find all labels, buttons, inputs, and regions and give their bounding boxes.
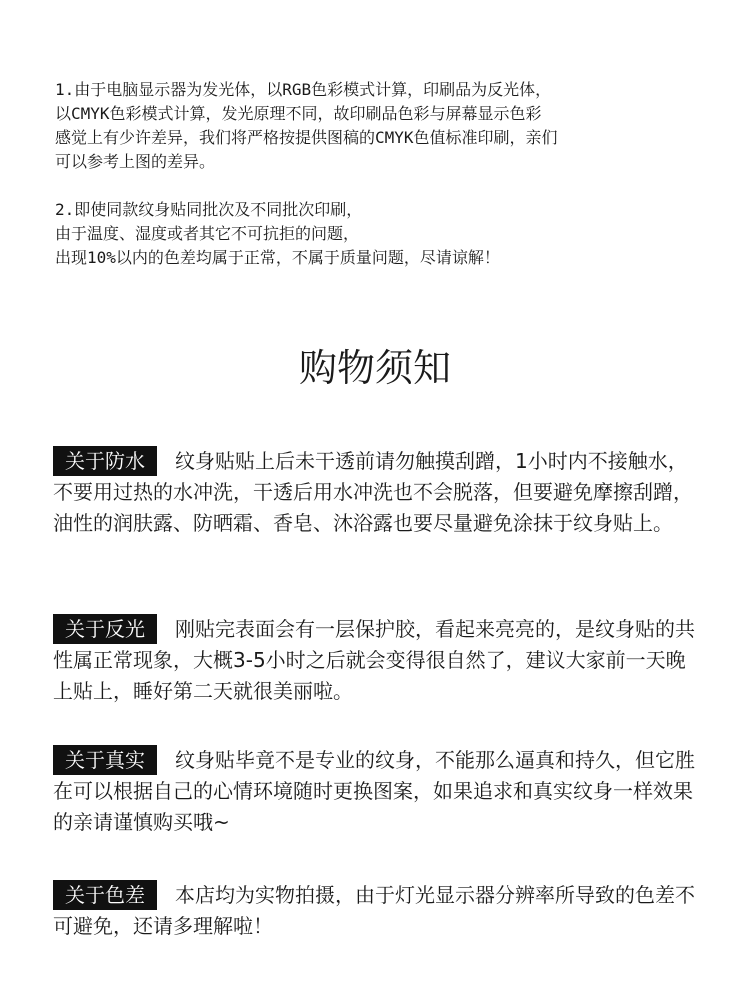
section-tag: 关于色差: [53, 880, 157, 910]
page-title: 购物须知: [298, 346, 451, 390]
section-text: 本店均为实物拍摄，由于灯光显示器分辨率所导致的色差不可避免，还请多理解啦！: [53, 883, 695, 938]
section-text: 刚贴完表面会有一层保护胶，看起来亮亮的，是纹身贴的共性属正常现象，大概3-5小时之后就会变得很自然了，建议大家前一天晚上贴上，睡好第二天就很美丽啦。: [53, 617, 695, 703]
section-realism: [53, 745, 703, 838]
section-tag: 关于反光: [53, 614, 157, 644]
notice-paragraph-2: 2.即使同款纹身贴同批次及不同批次印刷， 由于温度、湿度或者其它不可抗拒的问题， 出现10%以内的色差均属于正常，不属于质量问题，尽请谅解！: [55, 200, 500, 267]
section-reflection: [53, 614, 703, 707]
section-tag: 关于真实: [53, 745, 157, 775]
section-text: 纹身贴毕竟不是专业的纹身，不能那么逼真和持久，但它胜在可以根据自己的心情环境随时更换图案，如果追求和真实纹身一样效果的亲请谨慎购买哦~: [53, 748, 695, 834]
section-color-difference: [53, 880, 703, 942]
section-tag: 关于防水: [53, 446, 157, 476]
color-notice: [55, 78, 705, 294]
section-waterproof: [53, 446, 703, 539]
notice-paragraph-1: 1.由于电脑显示器为发光体，以RGB色彩模式计算，印刷品为反光体， 以CMYK色彩模式计算，发光原理不同，故印刷品色彩与屏幕显示色彩 感觉上有少许差异，我们将严格按提供图稿的CMYK色值标准印刷，亲们 可以参考上图的差异。: [55, 80, 558, 171]
section-text: 纹身贴贴上后未干透前请勿触摸刮蹭，1小时内不接触水，不要用过热的水冲洗，干透后用水冲洗也不会脱落，但要避免摩擦刮蹭，油性的润肤露、防晒霜、香皂、沐浴露也要尽量避免涂抹于纹身贴上。: [53, 449, 693, 535]
